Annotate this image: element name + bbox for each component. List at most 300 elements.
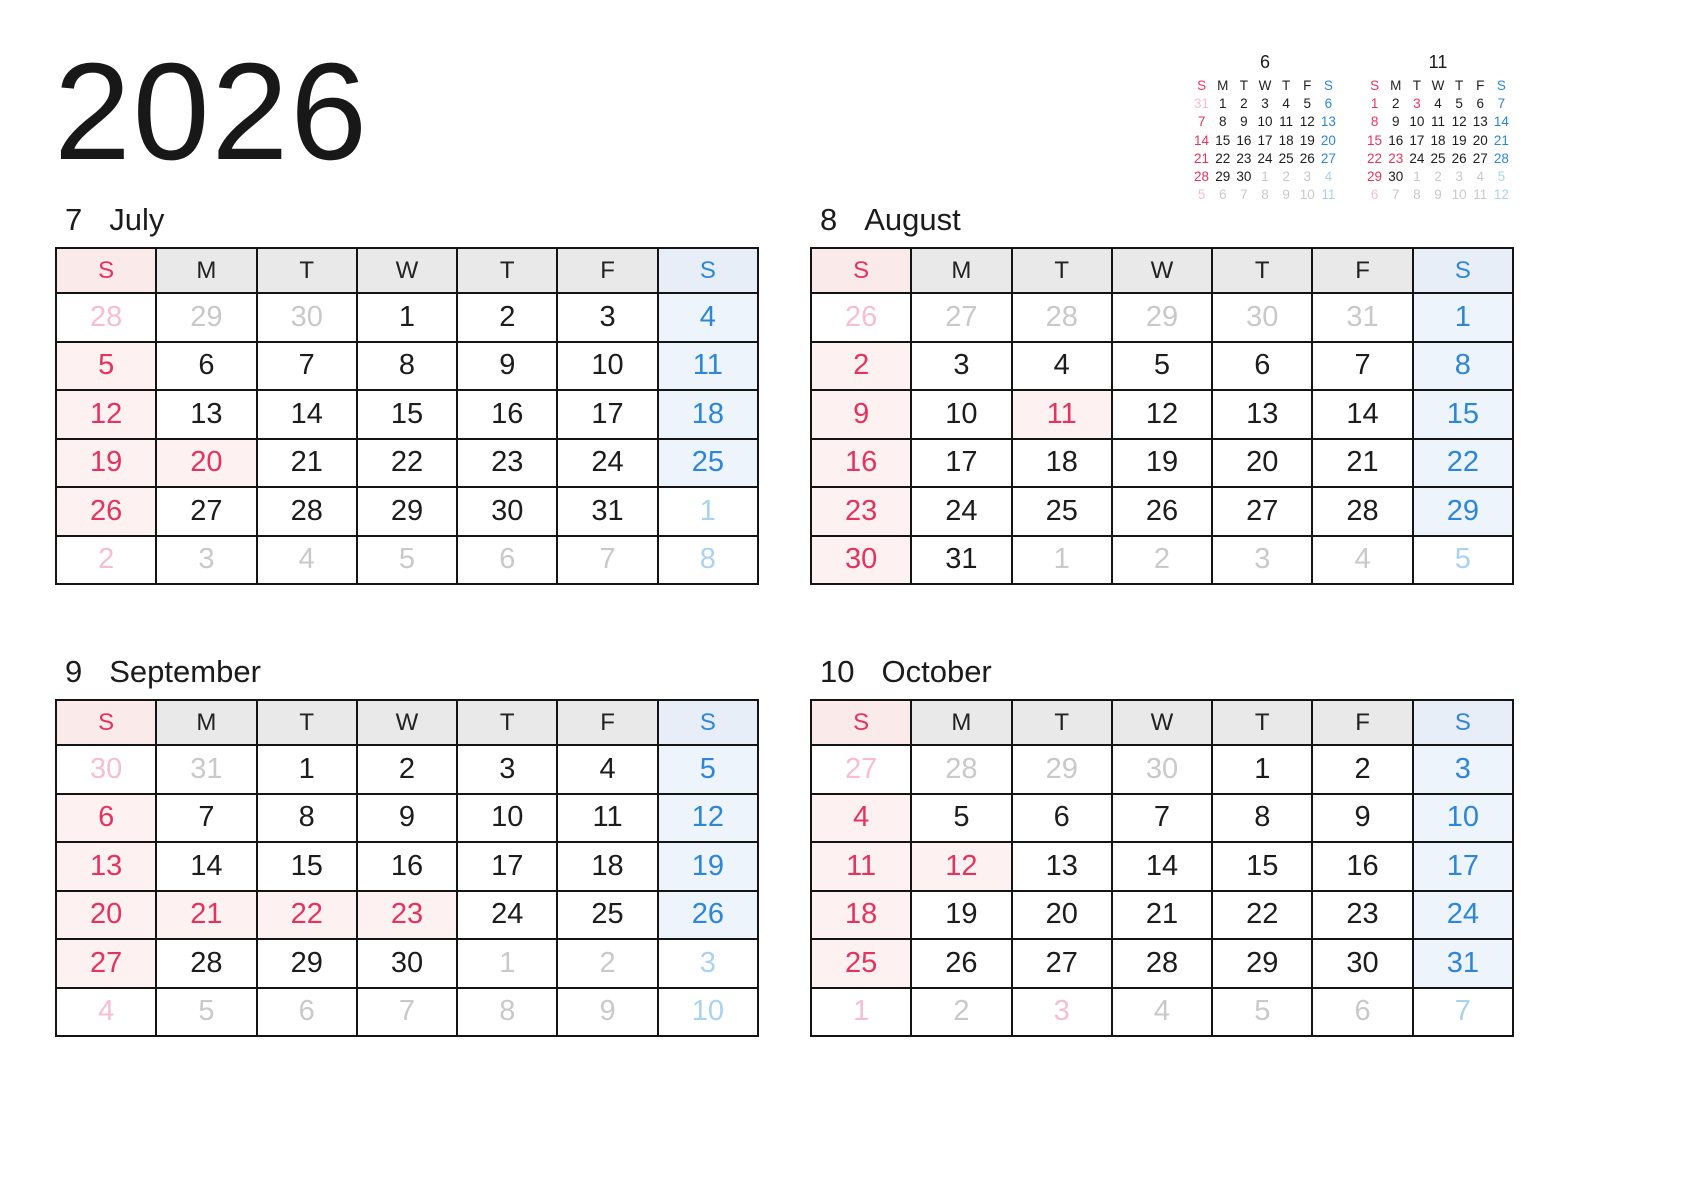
day-cell: 3: [1413, 745, 1513, 794]
mini-day-cell: 13: [1472, 114, 1488, 130]
day-cell: 11: [658, 342, 758, 391]
week-row: [56, 794, 758, 843]
day-cell: 24: [557, 439, 657, 488]
mini-day-cell: 1: [1413, 169, 1421, 185]
day-cell: 5: [56, 342, 156, 391]
day-cell: 7: [1312, 342, 1412, 391]
day-cell: 4: [1312, 536, 1412, 585]
day-header-weekday: M: [156, 700, 256, 745]
day-cell: 2: [911, 988, 1011, 1037]
mini-day-cell: 23: [1388, 150, 1404, 166]
day-cell: 27: [1012, 939, 1112, 988]
mini-day-cell: 2: [1282, 169, 1290, 185]
day-cell: 15: [1212, 842, 1312, 891]
mini-day-cell: 12: [1493, 187, 1509, 203]
month-number: 10: [820, 654, 855, 689]
day-cell: 7: [1413, 988, 1513, 1037]
day-cell: 31: [557, 487, 657, 536]
day-cell: 15: [257, 842, 357, 891]
day-cell: 7: [357, 988, 457, 1037]
day-cell: 5: [1112, 342, 1212, 391]
mini-day-cell: 11: [1279, 114, 1294, 130]
day-cell: 18: [811, 891, 911, 940]
day-cell: 7: [156, 794, 256, 843]
day-cell: 15: [357, 390, 457, 439]
month-title: [65, 202, 759, 238]
day-cell: 30: [357, 939, 457, 988]
day-header-weekday: W: [357, 248, 457, 293]
day-cell: 24: [1413, 891, 1513, 940]
week-row: [56, 439, 758, 488]
mini-day-cell: 30: [1388, 169, 1404, 185]
day-cell: 12: [56, 390, 156, 439]
day-cell: 28: [1012, 293, 1112, 342]
day-header-sunday: S: [1197, 78, 1207, 93]
mini-day-cell: 18: [1430, 132, 1446, 148]
mini-day-cell: 5: [1497, 169, 1506, 185]
day-header-saturday: S: [658, 700, 758, 745]
mini-day-cell: 12: [1299, 114, 1315, 130]
mini-day-cell: 26: [1451, 150, 1467, 166]
day-cell: 1: [1012, 536, 1112, 585]
month-grid-october: [810, 699, 1514, 1037]
day-cell: 30: [1112, 745, 1212, 794]
day-cell: 19: [658, 842, 758, 891]
mini-day-cell: 1: [1370, 96, 1379, 112]
day-header-weekday: F: [557, 700, 657, 745]
day-cell: 10: [457, 794, 557, 843]
month-grid-july: [55, 247, 759, 585]
day-header-weekday: M: [911, 700, 1011, 745]
mini-day-cell: 30: [1236, 169, 1252, 185]
mini-day-cell: 6: [1324, 96, 1333, 112]
day-cell: 9: [811, 390, 911, 439]
mini-day-cell: 10: [1257, 114, 1273, 130]
mini-day-cell: 7: [1197, 114, 1206, 130]
week-row: [56, 390, 758, 439]
mini-day-cell: 4: [1434, 96, 1442, 112]
day-cell: 21: [156, 891, 256, 940]
day-cell: 20: [156, 439, 256, 488]
mini-day-cell: 10: [1299, 187, 1315, 203]
day-cell: 20: [1212, 439, 1312, 488]
day-cell: 22: [257, 891, 357, 940]
day-cell: 25: [811, 939, 911, 988]
day-header-weekday: F: [1303, 78, 1312, 93]
week-row: [56, 745, 758, 794]
day-cell: 14: [257, 390, 357, 439]
day-cell: 8: [357, 342, 457, 391]
mini-day-cell: 5: [1197, 187, 1206, 203]
day-header-sunday: S: [1370, 78, 1380, 93]
mini-day-cell: 9: [1434, 187, 1442, 203]
day-header-weekday: T: [1012, 248, 1112, 293]
month-block-august: [810, 202, 1514, 585]
day-cell: 10: [658, 988, 758, 1037]
week-row: [56, 939, 758, 988]
week-row: [811, 487, 1513, 536]
day-cell: 17: [911, 439, 1011, 488]
day-header-weekday: M: [911, 248, 1011, 293]
day-cell: 18: [658, 390, 758, 439]
day-header-sunday: S: [811, 248, 911, 293]
day-cell: 16: [457, 390, 557, 439]
day-cell: 4: [1112, 988, 1212, 1037]
mini-day-cell: 31: [1194, 96, 1210, 112]
mini-day-cell: 21: [1194, 150, 1210, 166]
mini-day-cell: 4: [1476, 169, 1485, 185]
mini-day-cell: 4: [1282, 96, 1290, 112]
mini-day-cell: 5: [1455, 96, 1463, 112]
day-cell: 17: [1413, 842, 1513, 891]
day-cell: 11: [811, 842, 911, 891]
week-row: [811, 293, 1513, 342]
mini-day-cell: 24: [1257, 150, 1273, 166]
day-header-sunday: S: [811, 700, 911, 745]
mini-day-cell: 9: [1391, 114, 1400, 130]
mini-day-cell: 8: [1370, 114, 1379, 130]
day-header-weekday: F: [557, 248, 657, 293]
day-cell: 27: [911, 293, 1011, 342]
day-cell: 1: [658, 487, 758, 536]
day-cell: 26: [658, 891, 758, 940]
day-cell: 16: [357, 842, 457, 891]
day-cell: 30: [457, 487, 557, 536]
day-cell: 22: [1212, 891, 1312, 940]
day-cell: 26: [911, 939, 1011, 988]
day-header-weekday: F: [1312, 248, 1412, 293]
day-cell: 5: [1413, 536, 1513, 585]
day-cell: 23: [457, 439, 557, 488]
day-cell: 31: [1413, 939, 1513, 988]
mini-day-cell: 2: [1391, 96, 1400, 112]
day-cell: 13: [1012, 842, 1112, 891]
year-title: 2026: [54, 35, 369, 189]
day-cell: 29: [257, 939, 357, 988]
day-cell: 1: [257, 745, 357, 794]
mini-day-cell: 17: [1409, 132, 1425, 148]
day-cell: 29: [1012, 745, 1112, 794]
week-row: [811, 794, 1513, 843]
mini-day-cell: 22: [1215, 150, 1231, 166]
day-header-weekday: W: [1258, 78, 1272, 93]
day-cell: 20: [56, 891, 156, 940]
mini-calendar-grid: [1364, 77, 1512, 204]
day-cell: 29: [1112, 293, 1212, 342]
month-name: August: [864, 202, 961, 237]
day-cell: 27: [156, 487, 256, 536]
mini-month-number: 11: [1428, 52, 1448, 72]
day-cell: 4: [658, 293, 758, 342]
day-cell: 31: [911, 536, 1011, 585]
day-cell: 26: [1112, 487, 1212, 536]
day-header-saturday: S: [1413, 248, 1513, 293]
day-cell: 17: [457, 842, 557, 891]
day-cell: 8: [457, 988, 557, 1037]
week-row: [56, 842, 758, 891]
day-header-weekday: T: [1282, 78, 1291, 93]
mini-day-cell: 3: [1303, 169, 1312, 185]
day-cell: 2: [1312, 745, 1412, 794]
day-cell: 6: [1312, 988, 1412, 1037]
day-cell: 8: [1212, 794, 1312, 843]
mini-day-cell: 25: [1278, 150, 1294, 166]
mini-day-cell: 23: [1236, 150, 1252, 166]
month-grid-august: [810, 247, 1514, 585]
day-header-weekday: T: [257, 248, 357, 293]
mini-calendar-june: [1191, 50, 1339, 204]
month-block-september: [55, 654, 759, 1037]
day-header-weekday: T: [457, 248, 557, 293]
day-cell: 6: [156, 342, 256, 391]
mini-day-cell: 29: [1215, 169, 1231, 185]
day-cell: 16: [1312, 842, 1412, 891]
day-header-saturday: S: [1413, 700, 1513, 745]
day-cell: 23: [357, 891, 457, 940]
mini-day-cell: 10: [1409, 114, 1425, 130]
day-cell: 4: [1012, 342, 1112, 391]
week-row: [811, 891, 1513, 940]
day-cell: 14: [156, 842, 256, 891]
day-cell: 29: [1413, 487, 1513, 536]
day-cell: 12: [911, 842, 1011, 891]
day-cell: 8: [658, 536, 758, 585]
day-cell: 25: [1012, 487, 1112, 536]
day-header-weekday: T: [257, 700, 357, 745]
day-cell: 29: [357, 487, 457, 536]
day-cell: 6: [56, 794, 156, 843]
mini-day-cell: 6: [1218, 187, 1227, 203]
day-cell: 3: [911, 342, 1011, 391]
day-cell: 1: [1212, 745, 1312, 794]
day-cell: 31: [1312, 293, 1412, 342]
month-number: 8: [820, 202, 838, 237]
mini-day-cell: 11: [1321, 187, 1336, 203]
day-cell: 24: [911, 487, 1011, 536]
mini-day-cell: 8: [1413, 187, 1421, 203]
day-cell: 13: [1212, 390, 1312, 439]
day-cell: 11: [1012, 390, 1112, 439]
mini-day-cell: 10: [1451, 187, 1467, 203]
day-cell: 30: [257, 293, 357, 342]
day-cell: 10: [557, 342, 657, 391]
mini-month-number: 6: [1259, 52, 1270, 72]
day-header-weekday: W: [1112, 248, 1212, 293]
day-cell: 19: [911, 891, 1011, 940]
day-cell: 12: [1112, 390, 1212, 439]
day-cell: 6: [457, 536, 557, 585]
month-title: [820, 202, 1514, 238]
week-row: [811, 842, 1513, 891]
day-cell: 28: [156, 939, 256, 988]
day-cell: 14: [1312, 390, 1412, 439]
week-row: [811, 390, 1513, 439]
mini-day-cell: 6: [1370, 187, 1379, 203]
day-cell: 12: [658, 794, 758, 843]
week-row: [811, 939, 1513, 988]
day-cell: 30: [56, 745, 156, 794]
month-name: September: [109, 654, 261, 689]
mini-day-cell: 7: [1497, 96, 1506, 112]
mini-day-cell: 9: [1240, 114, 1248, 130]
day-cell: 9: [357, 794, 457, 843]
day-header-saturday: S: [658, 248, 758, 293]
week-row: [811, 988, 1513, 1037]
day-header-sunday: S: [56, 700, 156, 745]
day-cell: 6: [1212, 342, 1312, 391]
day-cell: 5: [156, 988, 256, 1037]
day-cell: 26: [56, 487, 156, 536]
day-cell: 19: [56, 439, 156, 488]
mini-day-cell: 7: [1391, 187, 1400, 203]
day-cell: 13: [56, 842, 156, 891]
mini-day-cell: 3: [1455, 169, 1463, 185]
day-cell: 2: [557, 939, 657, 988]
day-cell: 27: [1212, 487, 1312, 536]
day-cell: 13: [156, 390, 256, 439]
mini-day-cell: 18: [1278, 132, 1294, 148]
day-header-weekday: T: [1412, 78, 1421, 93]
day-cell: 4: [811, 794, 911, 843]
day-header-weekday: M: [1390, 78, 1402, 93]
day-cell: 2: [357, 745, 457, 794]
day-cell: 30: [1312, 939, 1412, 988]
day-cell: 1: [357, 293, 457, 342]
month-title: [820, 654, 1514, 690]
day-cell: 17: [557, 390, 657, 439]
mini-day-cell: 28: [1194, 169, 1210, 185]
day-header-saturday: S: [1323, 78, 1333, 93]
day-header-sunday: S: [56, 248, 156, 293]
week-row: [56, 891, 758, 940]
day-cell: 19: [1112, 439, 1212, 488]
week-row: [56, 487, 758, 536]
mini-day-cell: 21: [1493, 132, 1509, 148]
day-header-weekday: M: [156, 248, 256, 293]
mini-day-cell: 17: [1257, 132, 1273, 148]
day-cell: 28: [911, 745, 1011, 794]
mini-day-cell: 28: [1493, 150, 1509, 166]
mini-day-cell: 27: [1320, 150, 1336, 166]
day-cell: 27: [56, 939, 156, 988]
day-header-weekday: T: [1012, 700, 1112, 745]
day-cell: 28: [1112, 939, 1212, 988]
mini-day-cell: 25: [1430, 150, 1446, 166]
mini-day-cell: 13: [1320, 114, 1336, 130]
day-cell: 21: [1112, 891, 1212, 940]
day-header-weekday: W: [357, 700, 457, 745]
day-cell: 2: [56, 536, 156, 585]
day-cell: 5: [357, 536, 457, 585]
day-cell: 8: [1413, 342, 1513, 391]
day-header-weekday: F: [1476, 78, 1485, 93]
day-header-weekday: T: [1212, 700, 1312, 745]
mini-day-cell: 1: [1218, 96, 1227, 112]
day-cell: 18: [1012, 439, 1112, 488]
day-header-weekday: T: [1455, 78, 1464, 93]
week-row: [56, 342, 758, 391]
mini-day-cell: 9: [1282, 187, 1290, 203]
day-cell: 30: [1212, 293, 1312, 342]
day-cell: 10: [1413, 794, 1513, 843]
mini-day-cell: 26: [1299, 150, 1315, 166]
day-header-saturday: S: [1496, 78, 1506, 93]
day-cell: 7: [1112, 794, 1212, 843]
day-cell: 11: [557, 794, 657, 843]
mini-day-cell: 19: [1299, 132, 1315, 148]
mini-day-cell: 3: [1261, 96, 1269, 112]
day-cell: 1: [457, 939, 557, 988]
day-cell: 23: [1312, 891, 1412, 940]
week-row: [811, 536, 1513, 585]
week-row: [811, 745, 1513, 794]
day-cell: 30: [811, 536, 911, 585]
day-cell: 7: [557, 536, 657, 585]
day-cell: 10: [911, 390, 1011, 439]
week-row: [811, 439, 1513, 488]
mini-calendar-november: [1364, 50, 1512, 204]
mini-day-cell: 16: [1388, 132, 1404, 148]
day-header-weekday: T: [1239, 78, 1248, 93]
day-cell: 7: [257, 342, 357, 391]
mini-day-cell: 15: [1215, 132, 1231, 148]
day-cell: 28: [257, 487, 357, 536]
day-cell: 1: [811, 988, 911, 1037]
mini-day-cell: 6: [1476, 96, 1485, 112]
day-cell: 8: [257, 794, 357, 843]
week-row: [56, 293, 758, 342]
mini-day-cell: 11: [1473, 187, 1488, 203]
day-cell: 6: [257, 988, 357, 1037]
day-cell: 28: [56, 293, 156, 342]
mini-calendar-grid: [1191, 77, 1339, 204]
day-cell: 21: [1312, 439, 1412, 488]
day-cell: 21: [257, 439, 357, 488]
day-cell: 4: [557, 745, 657, 794]
day-cell: 5: [911, 794, 1011, 843]
month-title: [65, 654, 759, 690]
day-header-weekday: F: [1312, 700, 1412, 745]
mini-day-cell: 2: [1434, 169, 1442, 185]
month-name: October: [881, 654, 992, 689]
week-row: [811, 342, 1513, 391]
day-cell: 28: [1312, 487, 1412, 536]
mini-day-cell: 14: [1493, 114, 1509, 130]
mini-day-cell: 29: [1367, 169, 1383, 185]
week-row: [56, 536, 758, 585]
day-cell: 18: [557, 842, 657, 891]
mini-day-cell: 14: [1194, 132, 1210, 148]
day-cell: 9: [1312, 794, 1412, 843]
day-cell: 3: [1012, 988, 1112, 1037]
day-cell: 25: [557, 891, 657, 940]
day-header-weekday: M: [1217, 78, 1229, 93]
mini-day-cell: 4: [1324, 169, 1333, 185]
month-number: 7: [65, 202, 83, 237]
mini-day-cell: 3: [1413, 96, 1421, 112]
day-cell: 27: [811, 745, 911, 794]
day-cell: 14: [1112, 842, 1212, 891]
day-cell: 1: [1413, 293, 1513, 342]
day-cell: 3: [658, 939, 758, 988]
month-block-october: [810, 654, 1514, 1037]
mini-day-cell: 19: [1451, 132, 1467, 148]
week-row: [56, 988, 758, 1037]
day-cell: 29: [1212, 939, 1312, 988]
mini-day-cell: 20: [1472, 132, 1488, 148]
day-cell: 16: [811, 439, 911, 488]
mini-day-cell: 8: [1261, 187, 1269, 203]
